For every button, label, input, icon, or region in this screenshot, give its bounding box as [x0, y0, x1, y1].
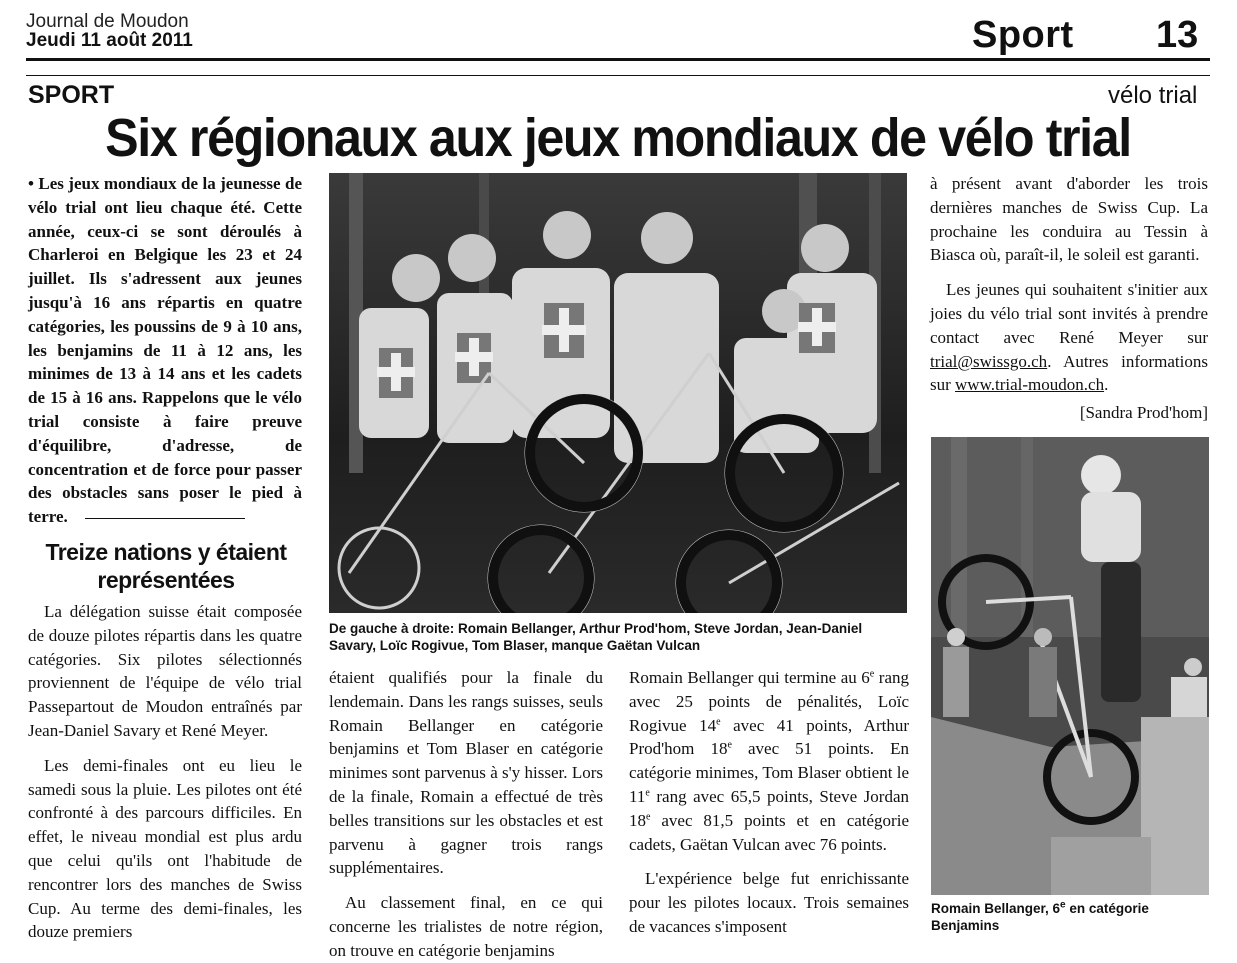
top-rule	[26, 58, 1210, 61]
team-photo-caption: De gauche à droite: Romain Bellanger, Arthur Prod'hom, Steve Jordan, Jean-Daniel Savary, Loïc Rogivue, Tom Blaser, manque Gaëtan Vulcan	[329, 621, 863, 653]
team-photo-image	[329, 173, 907, 613]
contact-paragraph: Les jeunes qui souhaitent s'initier aux joies du vélo trial sont invités à prendre contact avec René Meyer sur trial@swissgo.ch. Autres informations sur www.trial-moudon.ch.	[930, 280, 1208, 395]
section-title: Sport	[972, 14, 1074, 56]
body-paragraph: L'expérience belge fut enrichissante pour les pilotes locaux. Trois semaines de vacances s'imposent	[629, 869, 909, 936]
team-photo	[329, 173, 907, 613]
column-3-body	[629, 666, 909, 939]
body-paragraph: Au classement final, en ce qui concerne les trialistes de notre région, on trouve en catégorie benjamins	[329, 893, 603, 960]
issue-date: Jeudi 11 août 2011	[26, 30, 193, 51]
masthead-left	[26, 12, 193, 50]
column-1-body	[28, 600, 302, 944]
top-rule-thin	[26, 75, 1210, 76]
column-2-body	[329, 666, 603, 963]
article-kicker: SPORT	[28, 81, 115, 109]
rider-photo-image	[931, 437, 1209, 895]
body-paragraph: La délégation suisse était composée de douze pilotes répartis dans les quatre catégories. Six pilotes sélectionnés proviennent de l'équipe de vélo trial Passepartout de Moudon entraînés par Jean-Daniel Savary et René Meyer.	[28, 602, 302, 740]
column-4-body	[930, 172, 1208, 425]
section-divider	[85, 518, 245, 519]
paper-name: Journal de Moudon	[26, 11, 189, 32]
page-number: 13	[1156, 14, 1199, 56]
website-link[interactable]: www.trial-moudon.ch	[955, 375, 1105, 395]
article-subhead: Treize nations y étaient représentées	[45, 539, 287, 593]
body-paragraph: à présent avant d'aborder les trois dernières manches de Swiss Cup. La prochaine les conduira au Tessin à Biasca où, paraît-il, le soleil est garanti.	[930, 174, 1208, 265]
results-paragraph: Romain Bellanger qui termine au 6e rang avec 25 points de pénalités, Loïc Rogivue 14e avec 41 points, Arthur Prod'hom 18e avec 51 points. En catégorie minimes, Tom Blaser obtient le 11e rang avec 65,5 points, Steve Jordan 18e avec 81,5 points et en catégorie cadets, Gaëtan Vulcan avec 76 points.	[629, 668, 910, 854]
article-lead	[28, 172, 302, 529]
body-paragraph: Les demi-finales ont eu lieu le samedi sous la pluie. Les pilotes ont été confronté à des parcours difficiles. En effet, le niveau mondial est plus ardu que celui qu'ils ont l'habitude de rencontrer lors des manches de Swiss Cup. Au terme des demi-finales, les douze premiers	[28, 755, 302, 942]
article-topic: vélo trial	[1108, 82, 1198, 109]
contact-email-link[interactable]: trial@swissgo.ch	[930, 351, 1048, 371]
lead-paragraph: • Les jeux mondiaux de la jeunesse de vélo trial ont lieu chaque été. Cette année, ceux-ci se sont déroulés à Charleroi en Belgique les 23 et 24 juillet. Ils s'adressent aux jeunes jusqu'à 16 ans répartis en quatre catégories, les poussins de 9 à 10 ans, les benjamins de 11 à 12 ans, les minimes de 13 à 14 ans et les cadets de 15 à 16 ans. Rappelons que le vélo trial consiste à faire preuve d'équilibre, d'adresse, de concentration et de force pour passer des obstacles sans poser le pied à terre.	[28, 174, 302, 527]
rider-photo-caption: Romain Bellanger, 6e en catégorie Benjamins	[931, 899, 1149, 933]
author-signature: [Sandra Prod'hom]	[1079, 403, 1208, 423]
rider-photo	[931, 437, 1209, 895]
body-paragraph: étaient qualifiés pour la finale du lendemain. Dans les rangs suisses, seuls Romain Bellanger en catégorie benjamins et Tom Blaser en catégorie minimes sont parvenus à s'y hisser. Lors de la finale, Romain a effectué de très belles transitions sur les obstacles et est parvenu à gagner trois rangs supplémentaires.	[329, 668, 603, 878]
article-headline: Six régionaux aux jeux mondiaux de vélo trial	[105, 108, 1131, 168]
